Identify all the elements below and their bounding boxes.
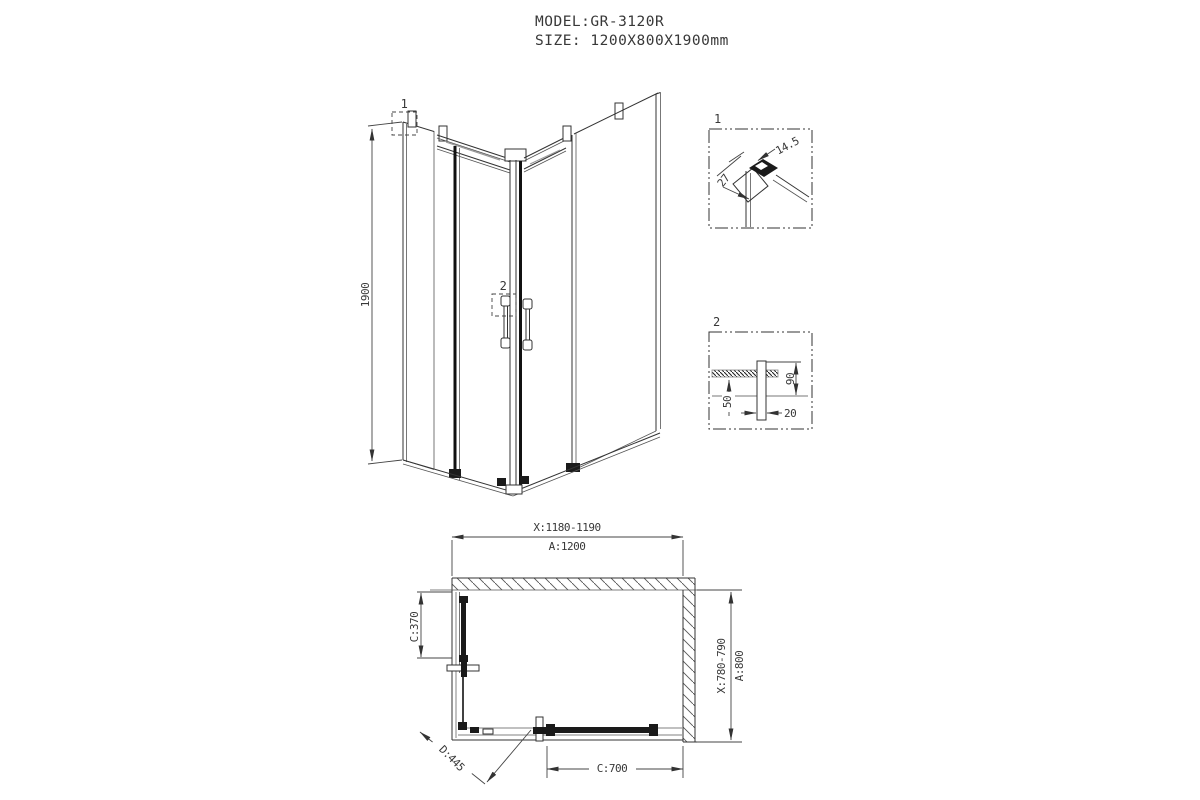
detail-1-label: 1: [714, 112, 721, 126]
wall-bracket-icon: [408, 111, 416, 127]
callout-1-label: 1: [400, 97, 408, 111]
wall-right: [683, 578, 697, 742]
width-nominal-label: A:1200: [548, 540, 586, 553]
wall-top: [430, 578, 718, 590]
right-top-rail: [524, 137, 566, 172]
plan-left-door: [447, 592, 493, 734]
detail-view-1: [709, 112, 812, 228]
corner-block: [458, 722, 467, 730]
bottom-door-label: C:700: [596, 762, 628, 775]
model-text: MODEL:GR-3120R: [535, 14, 665, 30]
depth-adjust-label: X:780-790: [715, 638, 728, 694]
depth-nominal-label: A:800: [733, 650, 746, 682]
isometric-view: [359, 93, 661, 497]
right-fixed-panel: [574, 93, 661, 471]
plan-dim-left-door: [408, 592, 452, 658]
callout-2-label: 2: [499, 279, 507, 293]
wall-bracket-icon: [563, 126, 571, 141]
plan-dim-bottom-door: [547, 746, 683, 778]
left-door-label: C:370: [408, 611, 421, 643]
svg-text:20: 20: [784, 407, 797, 420]
plan-view: [408, 521, 746, 784]
svg-text:27: 27: [714, 171, 733, 190]
left-sliding-door: [449, 146, 461, 480]
detail-1-dim-27: [715, 156, 749, 199]
iso-height-label: 1900: [359, 282, 372, 308]
svg-text:14.5: 14.5: [773, 134, 802, 158]
size-text: SIZE: 1200X800X1900mm: [535, 33, 729, 49]
glass-section-hatch: [712, 370, 778, 377]
title-block: [535, 14, 729, 49]
right-door-handle: [523, 299, 532, 350]
corner-post: [510, 160, 516, 491]
iso-height-dimension: [359, 122, 402, 464]
corner-block: [470, 727, 479, 733]
left-fixed-panel: [403, 122, 434, 470]
diagonal-label: D:445: [436, 742, 468, 774]
left-door-handle: [501, 296, 510, 348]
handle-section: [757, 361, 766, 420]
detail-2-label: 2: [713, 315, 720, 329]
plan-dim-width: [452, 521, 683, 576]
floor-rails: [403, 433, 660, 496]
plan-dim-diagonal: [420, 730, 531, 784]
left-top-rail: [437, 135, 510, 173]
plan-dim-depth: [697, 590, 746, 742]
corner-bottom-cap: [506, 485, 522, 494]
detail-2-dim-50: [721, 380, 735, 416]
detail-view-2: [709, 315, 812, 429]
roller-block: [520, 476, 529, 484]
svg-text:50: 50: [721, 395, 734, 409]
detail-1-dim-14-5: [729, 134, 801, 162]
corner-cap: [505, 149, 526, 161]
width-adjust-label: X:1180-1190: [533, 521, 601, 534]
plan-bottom-door: [533, 717, 658, 741]
detail-2-dim-90: [766, 362, 801, 395]
detail-2-dim-20: [741, 407, 796, 420]
svg-text:90: 90: [784, 372, 797, 386]
roller-block: [497, 478, 506, 486]
plan-frame: [452, 590, 683, 740]
